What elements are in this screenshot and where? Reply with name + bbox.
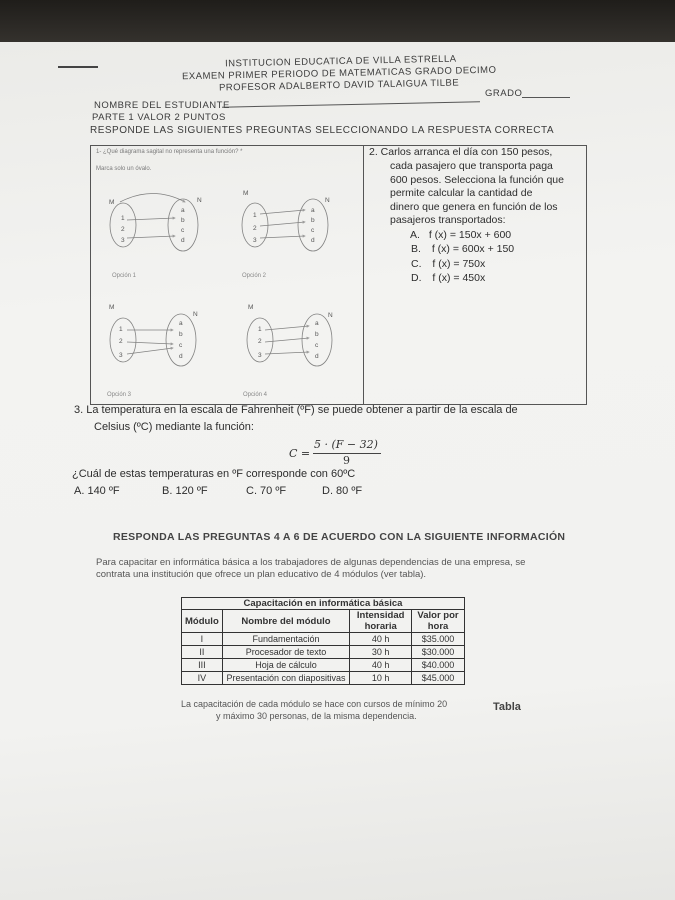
sagittal-diagrams xyxy=(95,180,355,400)
section2-para-1: Para capacitar en informática básica a los trabajadores de algunas dependencias de una empresa, se xyxy=(96,557,526,568)
table-note-2: y máximo 30 personas, de la misma dependencia. xyxy=(216,711,417,721)
q1-subprompt: Marca solo un óvalo. xyxy=(96,166,152,172)
q2-line-4: permite calcular la cantidad de xyxy=(390,187,533,199)
grade-line xyxy=(522,97,570,98)
opt3-n-label: N xyxy=(193,311,198,318)
q3-option-c[interactable]: C. 70 ºF xyxy=(246,485,287,497)
option-4-label: Opción 4 xyxy=(243,392,268,398)
table-row xyxy=(182,646,465,659)
instruction-text: RESPONDE LAS SIGUIENTES PREGUNTAS SELECCIONANDO LA RESPUESTA CORRECTA xyxy=(90,125,555,136)
opt1-domain-1: 1 xyxy=(121,215,125,222)
cell-hours: 30 h xyxy=(350,646,412,659)
q2-option-d-text: f (x) = 450x xyxy=(432,272,486,284)
q2-option-c[interactable] xyxy=(411,257,485,271)
option-1-label: Opción 1 xyxy=(112,273,137,279)
cell-module: II xyxy=(182,646,223,659)
opt2-n-label: N xyxy=(325,197,330,204)
option-3-label: Opción 3 xyxy=(107,392,132,398)
opt4-codomain-d: d xyxy=(315,353,319,360)
opt4-codomain-c: c xyxy=(315,342,319,349)
cell-value: $30.000 xyxy=(412,646,465,659)
opt1-codomain-d: d xyxy=(181,237,185,244)
cell-name: Presentación con diapositivas xyxy=(222,672,350,685)
opt2-domain-3: 3 xyxy=(253,237,257,244)
table-row xyxy=(182,672,465,685)
q2-option-d-letter: D. xyxy=(411,272,422,284)
q3-option-b[interactable]: B. 120 ºF xyxy=(162,485,208,497)
q2-option-c-text: f (x) = 750x xyxy=(432,258,486,270)
opt4-domain-2: 2 xyxy=(258,338,262,345)
q3-line-1: 3. La temperatura en la escala de Fahrenheit (ºF) se puede obtener a partir de la escala de xyxy=(74,404,518,416)
section2-para-2: contrata una institución que ofrece un plan educativo de 4 módulos (ver tabla). xyxy=(96,569,427,580)
q2-line-6: pasajeros transportados: xyxy=(390,214,506,226)
q3-question: ¿Cuál de estas temperaturas en ºF corresponde con 60ºC xyxy=(72,468,356,480)
table-row xyxy=(182,659,465,672)
opt2-codomain-a: a xyxy=(311,207,315,214)
q2-option-d[interactable] xyxy=(411,271,485,285)
opt1-codomain-a: a xyxy=(181,207,185,214)
cell-name: Fundamentación xyxy=(222,633,350,646)
part-label: PARTE 1 VALOR 2 PUNTOS xyxy=(92,112,226,123)
col-header-modulo: Módulo xyxy=(182,610,223,633)
cell-value: $45.000 xyxy=(412,672,465,685)
opt3-m-label: M xyxy=(109,304,115,311)
q2-line-1: 2. Carlos arranca el día con 150 pesos, xyxy=(369,146,553,158)
grade-label: GRADO xyxy=(485,88,523,99)
cell-hours: 40 h xyxy=(350,659,412,672)
opt3-set-m xyxy=(110,318,136,362)
box-divider xyxy=(363,146,364,404)
q2-option-b-letter: B. xyxy=(411,243,421,255)
cell-value: $40.000 xyxy=(412,659,465,672)
opt3-codomain-d: d xyxy=(179,353,183,360)
option-2-label: Opción 2 xyxy=(242,273,267,279)
student-label: NOMBRE DEL ESTUDIANTE xyxy=(94,100,230,111)
opt4-m-label: M xyxy=(248,304,254,311)
col-header-intensidad: Intensidad horaria xyxy=(350,610,412,633)
q2-line-5: dinero que genera en función de los xyxy=(390,201,558,213)
institution-title: INSTITUCION EDUCATICA DE VILLA ESTRELLA xyxy=(224,53,457,70)
cell-hours: 10 h xyxy=(350,672,412,685)
cell-hours: 40 h xyxy=(350,633,412,646)
opt2-codomain-c: c xyxy=(311,227,315,234)
opt1-domain-2: 2 xyxy=(121,226,125,233)
opt1-codomain-b: b xyxy=(181,217,185,224)
q2-option-c-letter: C. xyxy=(411,258,422,270)
formula-numerator: 5 · (F − 32) xyxy=(314,438,378,451)
cell-name: Hoja de cálculo xyxy=(222,659,350,672)
opt3-codomain-b: b xyxy=(179,331,183,338)
opt3-codomain-a: a xyxy=(179,320,183,327)
col-header-nombre: Nombre del módulo xyxy=(222,610,350,633)
q2-option-a[interactable] xyxy=(410,228,511,242)
section2-heading: RESPONDA LAS PREGUNTAS 4 A 6 DE ACUERDO CON LA SIGUIENTE INFORMACIÓN xyxy=(113,531,566,543)
q2-line-3: 600 pesos. Selecciona la función que xyxy=(390,174,564,186)
q3-option-d[interactable]: D. 80 ºF xyxy=(322,485,363,497)
q2-line-2: cada pasajero que transporta paga xyxy=(390,160,553,172)
cell-value: $35.000 xyxy=(412,633,465,646)
q1-prompt: 1- ¿Qué diagrama sagital no representa una función? * xyxy=(96,149,243,155)
opt2-codomain-d: d xyxy=(311,237,315,244)
header-dash xyxy=(58,66,98,68)
q2-option-a-letter: A. xyxy=(410,229,420,241)
opt2-domain-2: 2 xyxy=(253,225,257,232)
opt1-domain-3: 3 xyxy=(121,237,125,244)
cell-name: Procesador de texto xyxy=(222,646,350,659)
cell-module: III xyxy=(182,659,223,672)
table-note-1: La capacitación de cada módulo se hace con cursos de mínimo 20 xyxy=(181,699,448,709)
training-table xyxy=(181,597,465,685)
cell-module: IV xyxy=(182,672,223,685)
q2-option-b-text: f (x) = 600x + 150 xyxy=(431,243,515,255)
opt4-codomain-b: b xyxy=(315,331,319,338)
exam-title: EXAMEN PRIMER PERIODO DE MATEMATICAS GRADO DECIMO xyxy=(181,64,497,83)
formula-lhs: C = xyxy=(289,447,311,460)
opt4-codomain-a: a xyxy=(315,320,319,327)
opt4-domain-3: 3 xyxy=(258,352,262,359)
table-row xyxy=(182,633,465,646)
opt2-m-label: M xyxy=(243,190,249,197)
opt1-m-label: M xyxy=(109,199,115,206)
formula-denominator: 9 xyxy=(343,454,350,467)
table-title: Capacitación en informática básica xyxy=(182,598,465,610)
q3-line-2: Celsius (ºC) mediante la función: xyxy=(94,421,254,433)
cell-module: I xyxy=(182,633,223,646)
tabla-label: Tabla xyxy=(493,701,521,713)
opt4-domain-1: 1 xyxy=(258,326,262,333)
opt3-domain-2: 2 xyxy=(119,338,123,345)
q2-option-b[interactable] xyxy=(411,242,514,256)
opt3-domain-1: 1 xyxy=(119,326,123,333)
opt3-domain-3: 3 xyxy=(119,352,123,359)
teacher-name: PROFESOR ADALBERTO DAVID TALAIGUA TILBE xyxy=(218,77,460,94)
opt1-codomain-c: c xyxy=(181,227,185,234)
opt3-codomain-c: c xyxy=(179,342,183,349)
opt1-n-label: N xyxy=(197,197,202,204)
q3-option-a[interactable]: A. 140 ºF xyxy=(74,485,120,497)
col-header-valor: Valor por hora xyxy=(412,610,465,633)
opt2-domain-1: 1 xyxy=(253,212,257,219)
opt2-codomain-b: b xyxy=(311,217,315,224)
opt4-n-label: N xyxy=(328,312,333,319)
q2-option-a-text: f (x) = 150x + 600 xyxy=(428,229,512,241)
